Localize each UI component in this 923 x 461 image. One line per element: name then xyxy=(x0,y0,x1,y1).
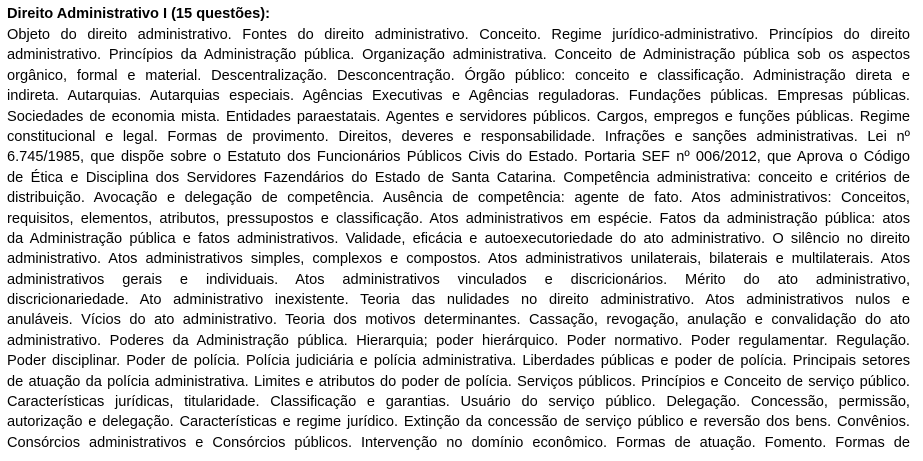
text-line: administrativo. Poderes da Administração pública. Hierarquia; poder hierárquico. Poder normativo. Poder regulamentar. Regulação. xyxy=(7,332,910,349)
text-line: administrativo. Princípios da Administração pública. Organização administrativa. Conceito de Administração pública sob os aspectos xyxy=(7,47,910,64)
text-line: autorização e delegação. Características e regime jurídico. Extinção da concessão de serviço público e reversão dos bens. Convênios. xyxy=(7,414,910,431)
text-line: Objeto do direito administrativo. Fontes do direito administrativo. Conceito. Regime jurídico-administrativo. Princípios do direito xyxy=(7,27,910,43)
text-line: Sociedades de economia mista. Entidades paraestatais. Agentes e servidores públicos. Cargos, empregos e funções públicas. Regime xyxy=(7,108,910,125)
text-line: discricionariedade. Ato administrativo inexistente. Teoria das nulidades no direito administrativo. Atos administrativos nulos e xyxy=(7,292,910,309)
text-line: 6.745/1985, que dispõe sobre o Estatuto dos Funcionários Públicos Civis do Estado. Portaria SEF nº 006/2012, que Aprova o Código xyxy=(7,149,910,166)
text-line: orgânico, formal e material. Descentralização. Desconcentração. Órgão público: conceito e classificação. Administração direta e xyxy=(7,67,910,84)
text-line: de Ética e Disciplina dos Servidores Fazendários do Estado de Santa Catarina. Competência administrativa: conceito e critérios de xyxy=(7,169,910,186)
text-line: Consórcios administrativos e Consórcios públicos. Intervenção no domínio econômico. Formas de atuação. Fomento. Formas de xyxy=(7,434,910,451)
document-body xyxy=(7,4,910,453)
syllabus-paragraph xyxy=(7,25,910,453)
section-heading: Direito Administrativo I (15 questões): xyxy=(7,6,271,22)
text-line: requisitos, elementos, atributos, pressupostos e classificação. Atos administrativos em espécie. Fatos da administração pública: atos xyxy=(7,210,910,227)
text-line: Poder disciplinar. Poder de polícia. Polícia judiciária e polícia administrativa. Liberdades públicas e poder de polícia. Principais setores xyxy=(7,353,910,370)
text-line: administrativo. Atos administrativos simples, complexos e compostos. Atos administrativos unilaterais, bilaterais e multilaterais. Atos xyxy=(7,251,910,268)
text-line: de atuação da polícia administrativa. Limites e atributos do poder de polícia. Serviços públicos. Princípios e Conceito de serviço público. xyxy=(7,373,910,390)
text-line: indireta. Autarquias. Autarquias especiais. Agências Executivas e Agências reguladoras. Fundações públicas. Empresas públicas. xyxy=(7,88,910,105)
text-line: constitucional e legal. Formas de provimento. Direitos, deveres e responsabilidade. Infrações e sanções administrativas. Lei nº xyxy=(7,128,910,145)
text-line: anuláveis. Vícios do ato administrativo. Teoria dos motivos determinantes. Cassação, revogação, anulação e convalidação do ato xyxy=(7,312,910,329)
text-line: administrativos gerais e individuais. Atos administrativos vinculados e discricionários. Mérito do ato administrativo, xyxy=(7,271,910,288)
text-line: distribuição. Avocação e delegação de competência. Ausência de competência: agente de fato. Atos administrativos: Conceitos, xyxy=(7,190,910,207)
text-line: da Administração pública e fatos administrativos. Validade, eficácia e autoexecutoriedade do ato administrativo. O silêncio no direito xyxy=(7,230,910,247)
text-line: Características jurídicas, titularidade. Classificação e garantias. Usuário do serviço público. Delegação. Concessão, permissão, xyxy=(7,394,910,411)
